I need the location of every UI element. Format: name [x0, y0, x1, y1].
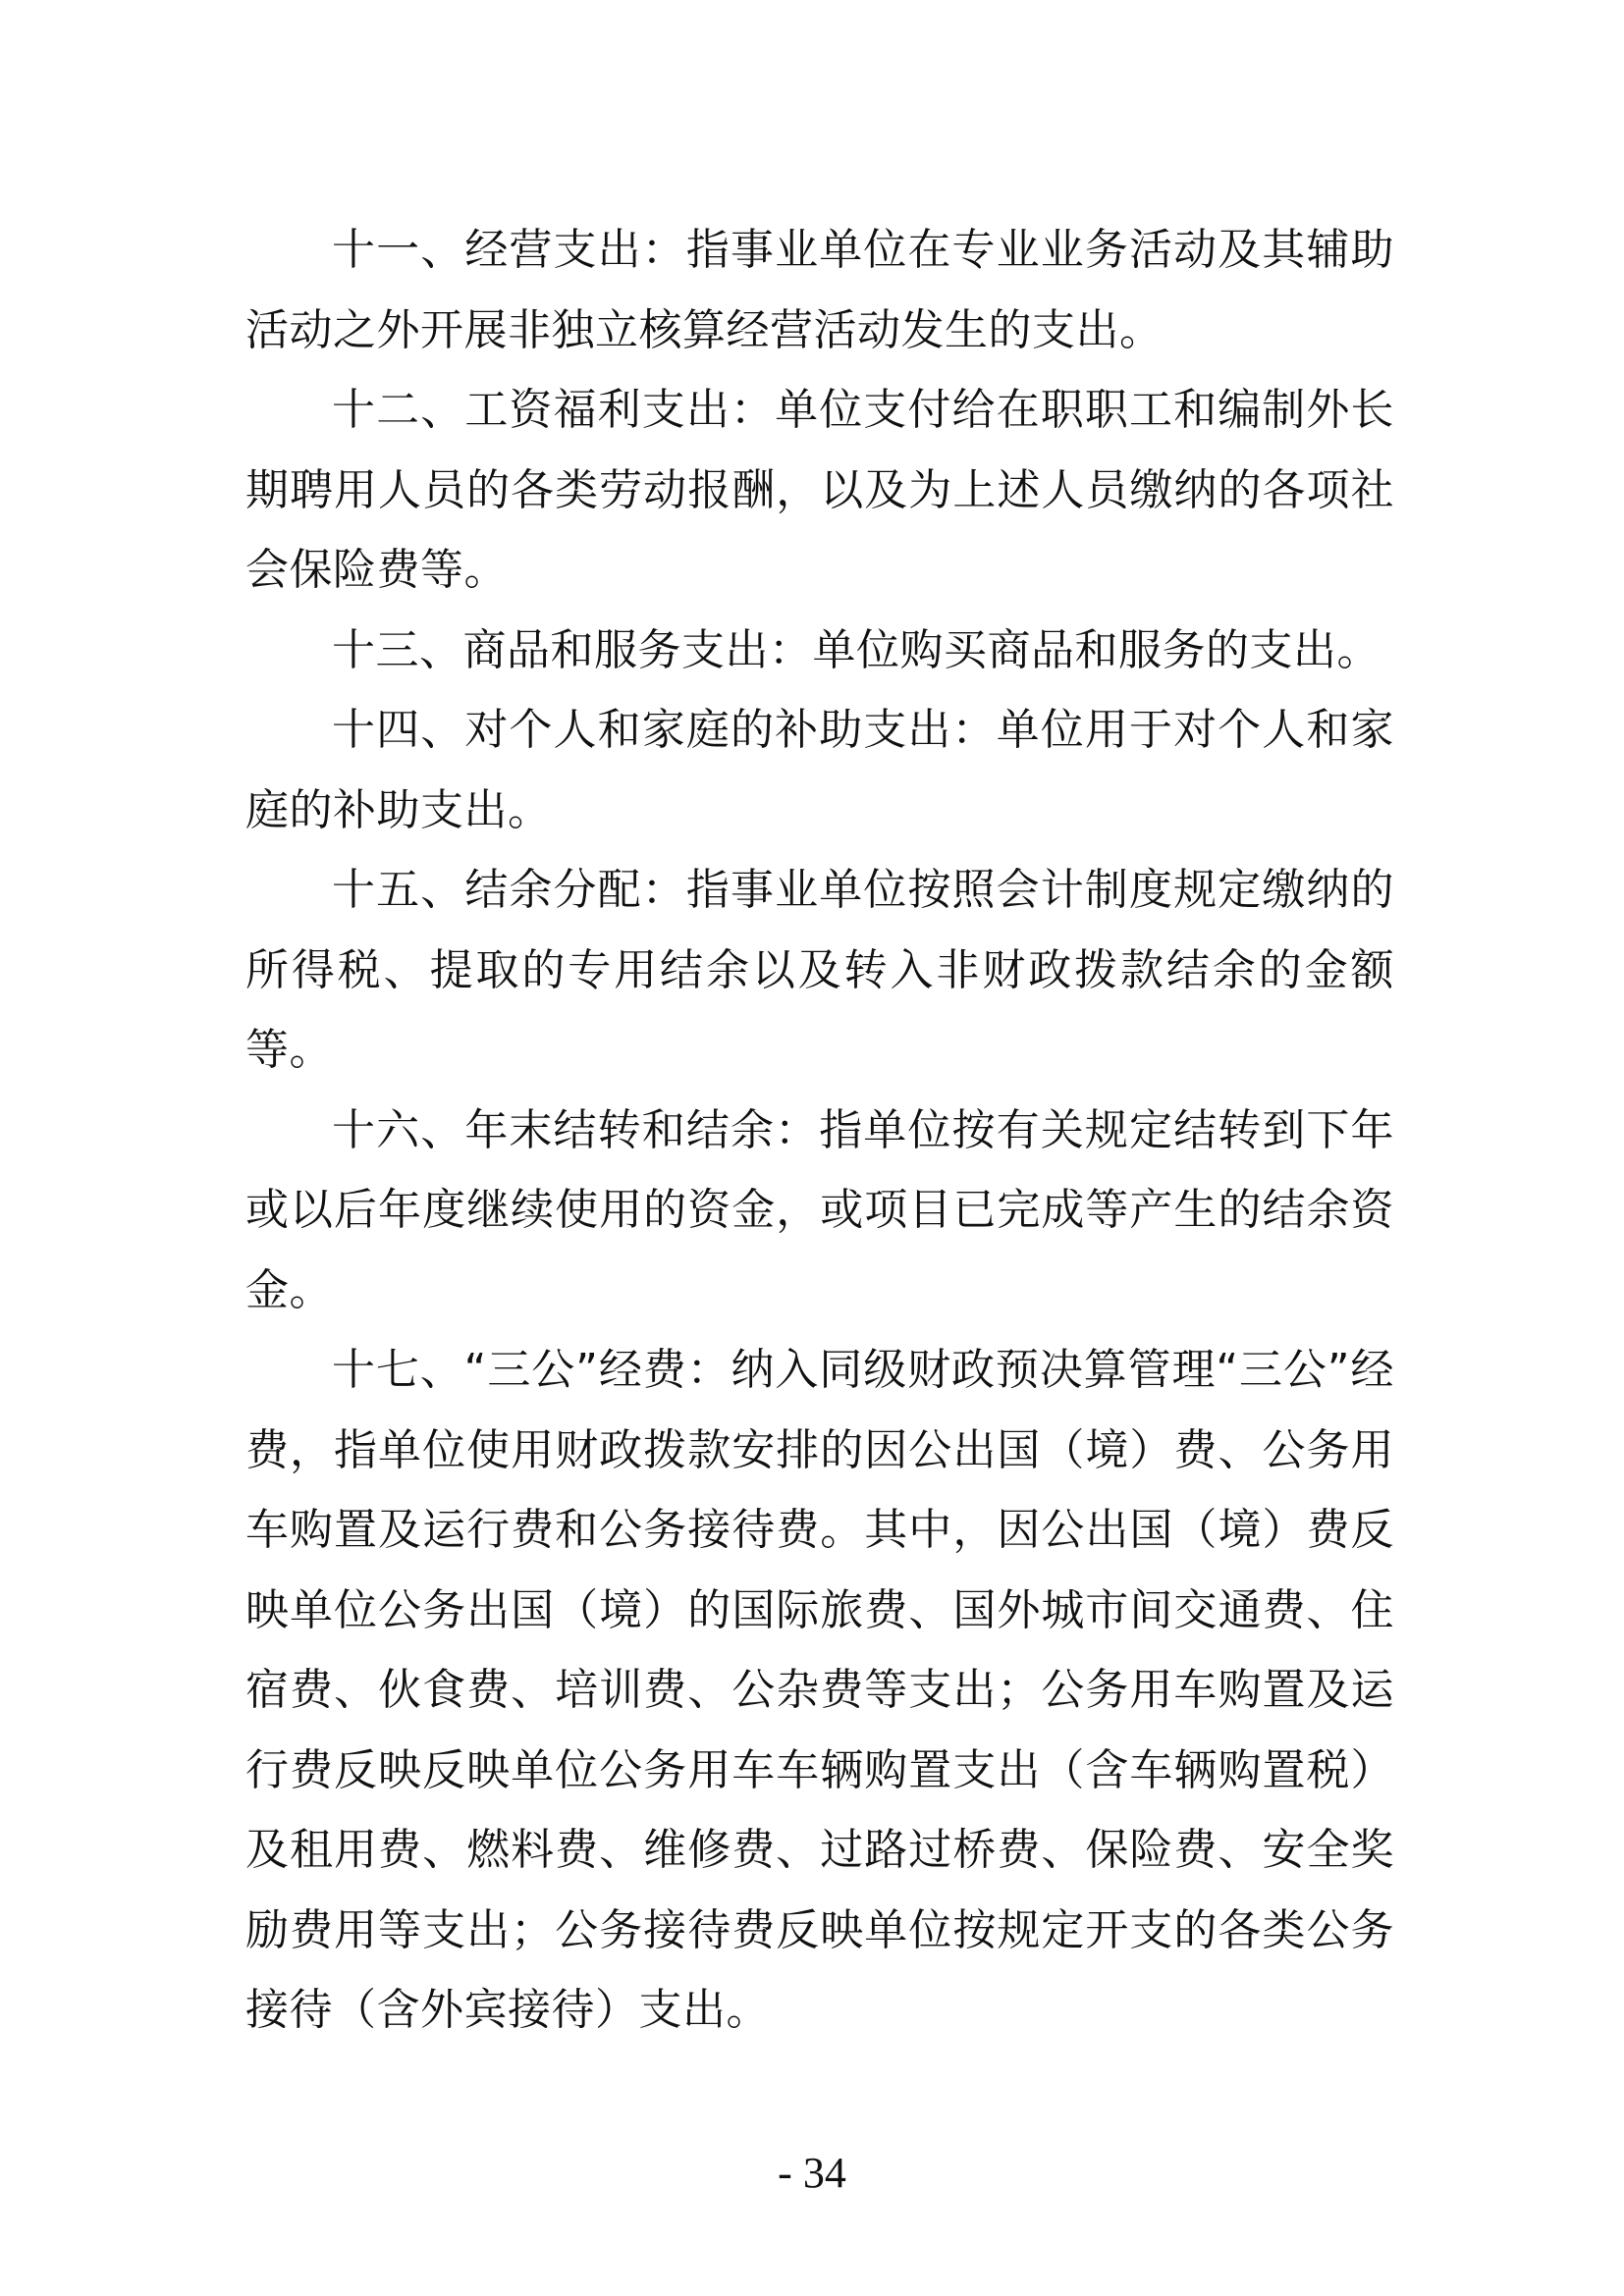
document-body — [245, 210, 1394, 2051]
paragraph-household-subsidy-expenditure: 十四、对个人和家庭的补助支出：单位用于对个人和家庭的补助支出。 — [245, 705, 1394, 835]
paragraph-goods-services-expenditure: 十三、商品和服务支出：单位购买商品和服务的支出。 — [332, 624, 1380, 675]
paragraph-year-end-carryover: 十六、年末结转和结余：指单位按有关规定结转到下年或以后年度继续使用的资金，或项目已完成等产生的结余资金。 — [245, 1104, 1394, 1315]
page-number: - 34 — [778, 2149, 846, 2197]
paragraph-wages-welfare-expenditure: 十二、工资福利支出：单位支付给在职职工和编制外长期聘用人员的各类劳动报酬，以及为上述人员缴纳的各项社会保险费等。 — [245, 385, 1394, 595]
paragraph-operating-expenditure: 十一、经营支出：指事业单位在专业业务活动及其辅助活动之外开展非独立核算经营活动发生的支出。 — [245, 225, 1394, 355]
paragraph-three-public-expenses: 十七、“三公”经费：纳入同级财政预决算管理“三公”经费，指单位使用财政拨款安排的因公出国（境）费、公务用车购置及运行费和公务接待费。其中，因公出国（境）费反映单位公务出国（境）的国际旅费、国外城市间交通费、住宿费、伙食费、培训费、公杂费等支出；公务用车购置及运行费反映反映单位公务用车车辆购置支出（含车辆购置税）及租用费、燃料费、维修费、过路过桥费、保险费、安全奖励费用等支出；公务接待费反映单位按规定开支的各类公务接待（含外宾接待）支出。 — [245, 1345, 1394, 2035]
paragraph-surplus-distribution: 十五、结余分配：指事业单位按照会计制度规定缴纳的所得税、提取的专用结余以及转入非财政拨款结余的金额等。 — [245, 865, 1394, 1075]
